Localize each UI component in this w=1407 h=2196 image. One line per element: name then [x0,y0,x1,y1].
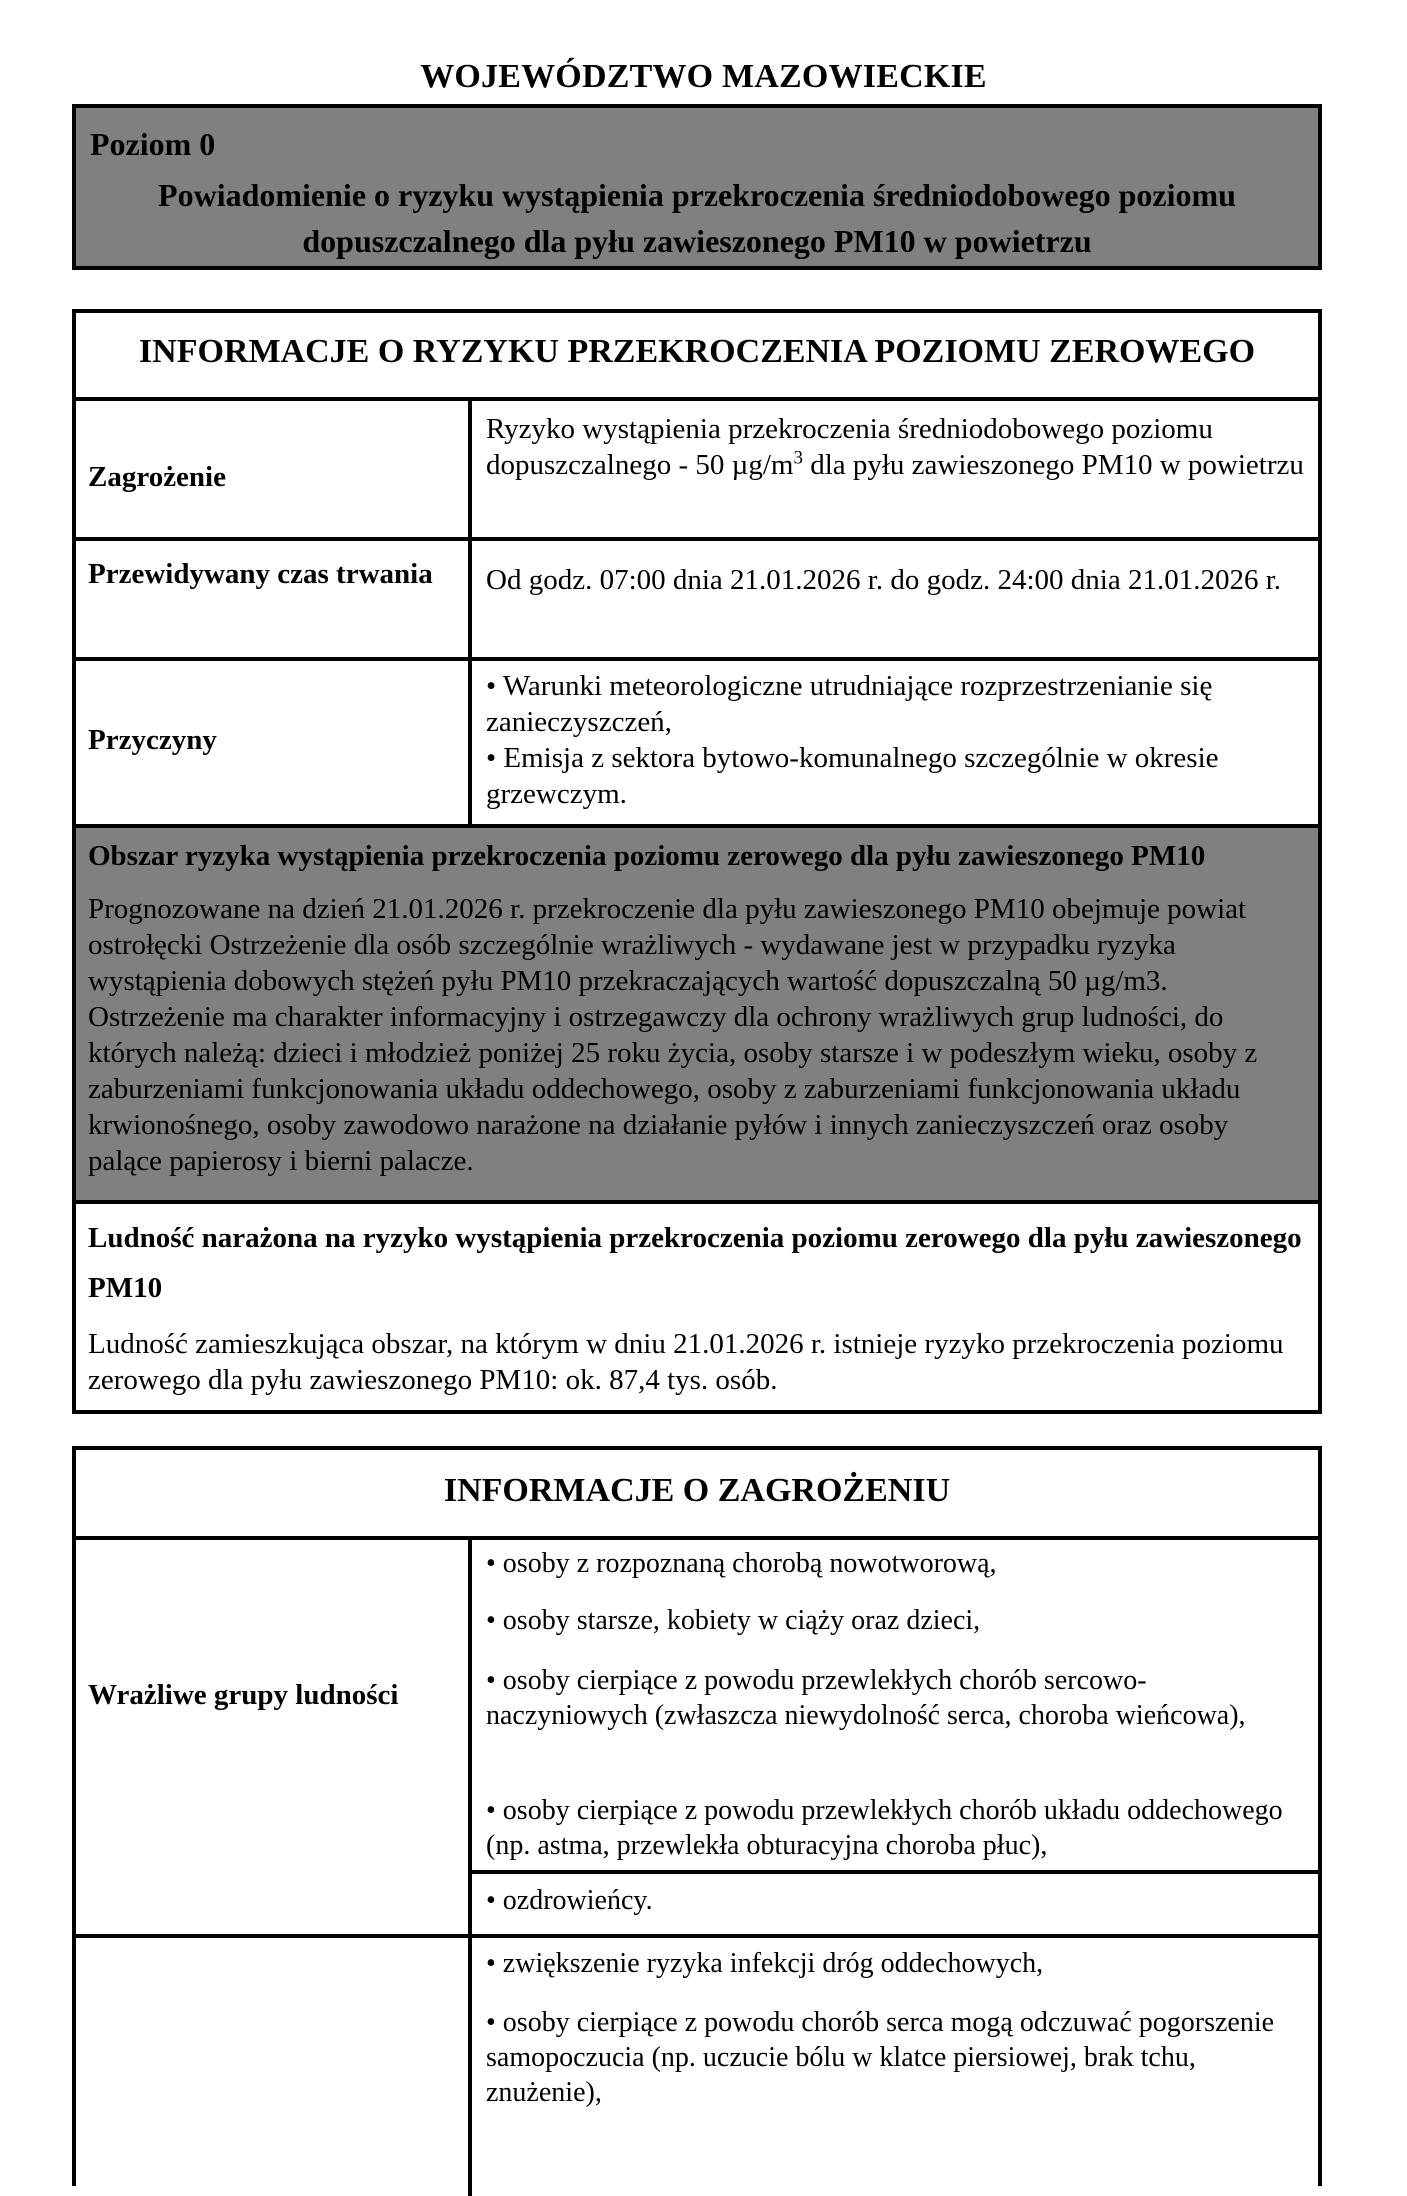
effects-item: • osoby cierpiące z powodu chorób serca mogą odczuwać pogorszenie samopoczucia (np. uczucie bólu w klatce piersiowej, brak tchu, znużenie), [486,2007,1275,2108]
risk-info-header: INFORMACJE O RYZYKU PRZEKROCZENIA POZIOMU ZEROWEGO [138,333,1256,370]
threat-label: Zagrożenie [88,461,226,493]
causes-item: • Emisja z sektora bytowo-komunalnego szczególnie w okresie grzewczym. [486,742,1219,810]
level-label: Poziom 0 [90,126,216,162]
causes-item: • Warunki meteorologiczne utrudniające rozprzestrzenianie się zanieczyszczeń, [486,670,1213,738]
level-title [76,172,1318,264]
sensitive-groups-item: • ozdrowieńcy. [486,1885,653,1916]
level-banner [72,104,1322,270]
risk-info-table [72,309,1322,1414]
area-section [76,828,1318,1200]
divider [76,657,1318,661]
population-title: Ludność narażona na ryzyko wystąpienia przekroczenia poziomu zerowego dla pyłu zawieszonego PM10 [88,1222,1302,1304]
level-title-line1: Powiadomienie o ryzyku wystąpienia przekroczenia średniodobowego poziomu [158,177,1236,213]
effects-item: • zwiększenie ryzyka infekcji dróg oddechowych, [486,1948,1044,1979]
divider [76,1536,1318,1540]
duration-label: Przewidywany czas trwania [88,558,433,590]
region-title: WOJEWÓDZTWO MAZOWIECKIE [420,58,987,95]
sensitive-groups-item: • osoby cierpiące z powodu przewlekłych chorób sercowo-naczyniowych (zwłaszcza niewydolność serca, choroba wieńcowa), [486,1665,1246,1731]
area-title: Obszar ryzyka wystąpienia przekroczenia poziomu zerowego dla pyłu zawieszonego PM10 [88,840,1206,872]
sensitive-groups-item: • osoby cierpiące z powodu przewlekłych chorób układu oddechowego (np. astma, przewlekła obturacyjna choroba płuc), [486,1795,1283,1861]
divider [76,1934,1318,1938]
threat-info-header: INFORMACJE O ZAGROŻENIU [443,1472,951,1509]
sensitive-groups-label: Wrażliwe grupy ludności [88,1679,399,1711]
level-title-line2: dopuszczalnego dla pyłu zawieszonego PM10 w powietrzu [302,223,1092,259]
threat-info-table [72,1446,1322,2186]
threat-value: Ryzyko wystąpienia przekroczenia średniodobowego poziomu dopuszczalnego - 50 $\mu g/m^3$ dla pyłu zawieszonego PM10 w powietrzu [486,413,1304,481]
column-divider [468,1536,472,2196]
sensitive-groups-item: • osoby starsze, kobiety w ciąży oraz dzieci, [486,1605,981,1636]
area-body: Prognozowane na dzień 21.01.2026 r. przekroczenie dla pyłu zawieszonego PM10 obejmuje powiat ostrołęcki Ostrzeżenie dla osób szczególnie wrażliwych - wydawane jest w przypadku ryzyka wystąpienia dobowych stężeń pyłu PM10 przekraczających wartość dopuszczalną 50 µg/m3. Ostrzeżenie ma charakter informacyjny i ostrzegawczy dla ochrony wrażliwych grup ludności, do których należą: dzieci i młodzież poniżej 25 roku życia, osoby starsze i w podeszłym wieku, osoby z zaburzeniami funkcjonowania układu oddechowego, osoby z zaburzeniami funkcjonowania układu krwionośnego, osoby zawodowo narażone na działanie pyłów i innych zanieczyszczeń oraz osoby palące papierosy i bierni palacze. [88,893,1258,1177]
divider [76,1200,1318,1204]
divider [76,537,1318,541]
column-divider [468,397,472,828]
divider [468,1870,1318,1874]
duration-value: Od godz. 07:00 dnia 21.01.2026 r. do godz. 24:00 dnia 21.01.2026 r. [486,564,1282,596]
sensitive-groups-item: • osoby z rozpoznaną chorobą nowotworową, [486,1548,997,1579]
causes-label: Przyczyny [88,724,217,756]
population-body: Ludność zamieszkująca obszar, na którym w dniu 21.01.2026 r. istnieje ryzyko przekroczenia poziomu zerowego dla pyłu zawieszonego PM10: ok. 87,4 tys. osób. [88,1328,1284,1396]
causes-list [486,668,1306,812]
divider [76,397,1318,401]
